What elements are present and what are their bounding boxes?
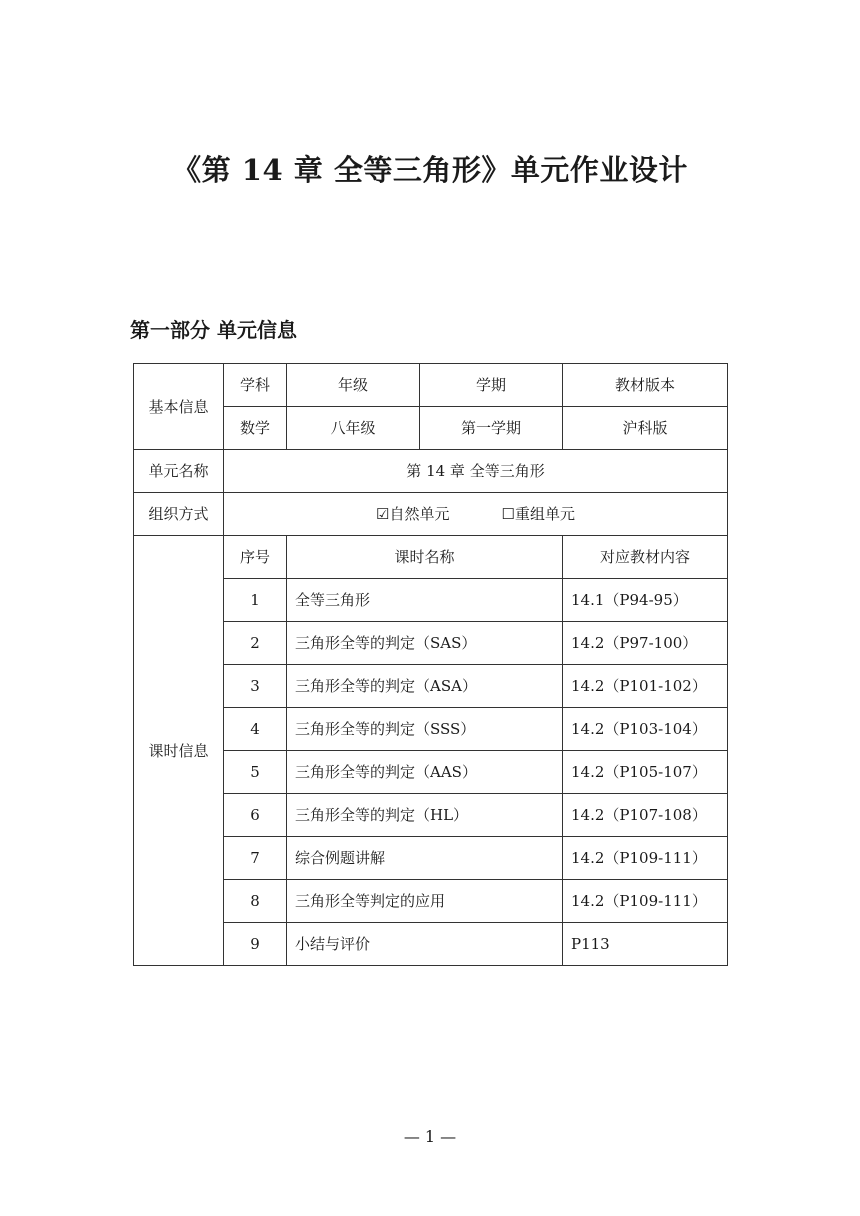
term-header: 学期 xyxy=(420,364,563,407)
lesson-content: P113 xyxy=(563,923,728,966)
lesson-name: 三角形全等的判定（SAS） xyxy=(287,622,563,665)
unit-name-value: 第 14 章 全等三角形 xyxy=(224,450,728,493)
lesson-header-row xyxy=(134,536,728,579)
lesson-name-header: 课时名称 xyxy=(287,536,563,579)
lesson-no: 2 xyxy=(224,622,287,665)
lesson-no: 9 xyxy=(224,923,287,966)
lesson-name: 三角形全等的判定（HL） xyxy=(287,794,563,837)
organization-options xyxy=(224,493,728,536)
basic-info-label: 基本信息 xyxy=(134,364,224,450)
lesson-name: 三角形全等的判定（SSS） xyxy=(287,708,563,751)
lesson-name: 三角形全等判定的应用 xyxy=(287,880,563,923)
subject-value: 数学 xyxy=(224,407,287,450)
grade-value: 八年级 xyxy=(287,407,420,450)
lesson-row xyxy=(134,923,728,966)
basic-info-value-row xyxy=(134,407,728,450)
lesson-row xyxy=(134,880,728,923)
lesson-name: 全等三角形 xyxy=(287,579,563,622)
edition-header: 教材版本 xyxy=(563,364,728,407)
unit-info-table xyxy=(133,363,728,966)
organization-row xyxy=(134,493,728,536)
lesson-no: 6 xyxy=(224,794,287,837)
subject-header: 学科 xyxy=(224,364,287,407)
lesson-row xyxy=(134,837,728,880)
lesson-no: 5 xyxy=(224,751,287,794)
section-heading: 第一部分 单元信息 xyxy=(130,318,297,342)
lesson-row xyxy=(134,665,728,708)
lesson-no-header: 序号 xyxy=(224,536,287,579)
term-value: 第一学期 xyxy=(420,407,563,450)
lesson-no: 8 xyxy=(224,880,287,923)
lesson-no: 7 xyxy=(224,837,287,880)
lesson-content: 14.2（P105-107） xyxy=(563,751,728,794)
lesson-content: 14.2（P101-102） xyxy=(563,665,728,708)
lesson-info-label: 课时信息 xyxy=(134,536,224,966)
basic-info-header-row xyxy=(134,364,728,407)
lesson-content: 14.2（P109-111） xyxy=(563,837,728,880)
lesson-no: 1 xyxy=(224,579,287,622)
unit-name-label: 单元名称 xyxy=(134,450,224,493)
lesson-row xyxy=(134,708,728,751)
edition-value: 沪科版 xyxy=(563,407,728,450)
lesson-content-header: 对应教材内容 xyxy=(563,536,728,579)
lesson-row xyxy=(134,579,728,622)
lesson-content: 14.2（P97-100） xyxy=(563,622,728,665)
lesson-no: 3 xyxy=(224,665,287,708)
lesson-content: 14.2（P109-111） xyxy=(563,880,728,923)
grade-header: 年级 xyxy=(287,364,420,407)
lesson-content: 14.2（P107-108） xyxy=(563,794,728,837)
organization-label: 组织方式 xyxy=(134,493,224,536)
lesson-content: 14.2（P103-104） xyxy=(563,708,728,751)
unit-name-row xyxy=(134,450,728,493)
page-number: — 1 — xyxy=(403,1127,457,1146)
lesson-row xyxy=(134,794,728,837)
natural-unit-checkbox[interactable]: ☑自然单元 xyxy=(376,505,450,523)
lesson-no: 4 xyxy=(224,708,287,751)
lesson-name: 小结与评价 xyxy=(287,923,563,966)
regroup-unit-checkbox[interactable]: ☐重组单元 xyxy=(501,505,575,523)
lesson-row xyxy=(134,751,728,794)
lesson-row xyxy=(134,622,728,665)
lesson-name: 三角形全等的判定（AAS） xyxy=(287,751,563,794)
lesson-name: 三角形全等的判定（ASA） xyxy=(287,665,563,708)
document-title: 《第 14 章 全等三角形》单元作业设计 xyxy=(172,153,688,187)
lesson-name: 综合例题讲解 xyxy=(287,837,563,880)
lesson-content: 14.1（P94-95） xyxy=(563,579,728,622)
